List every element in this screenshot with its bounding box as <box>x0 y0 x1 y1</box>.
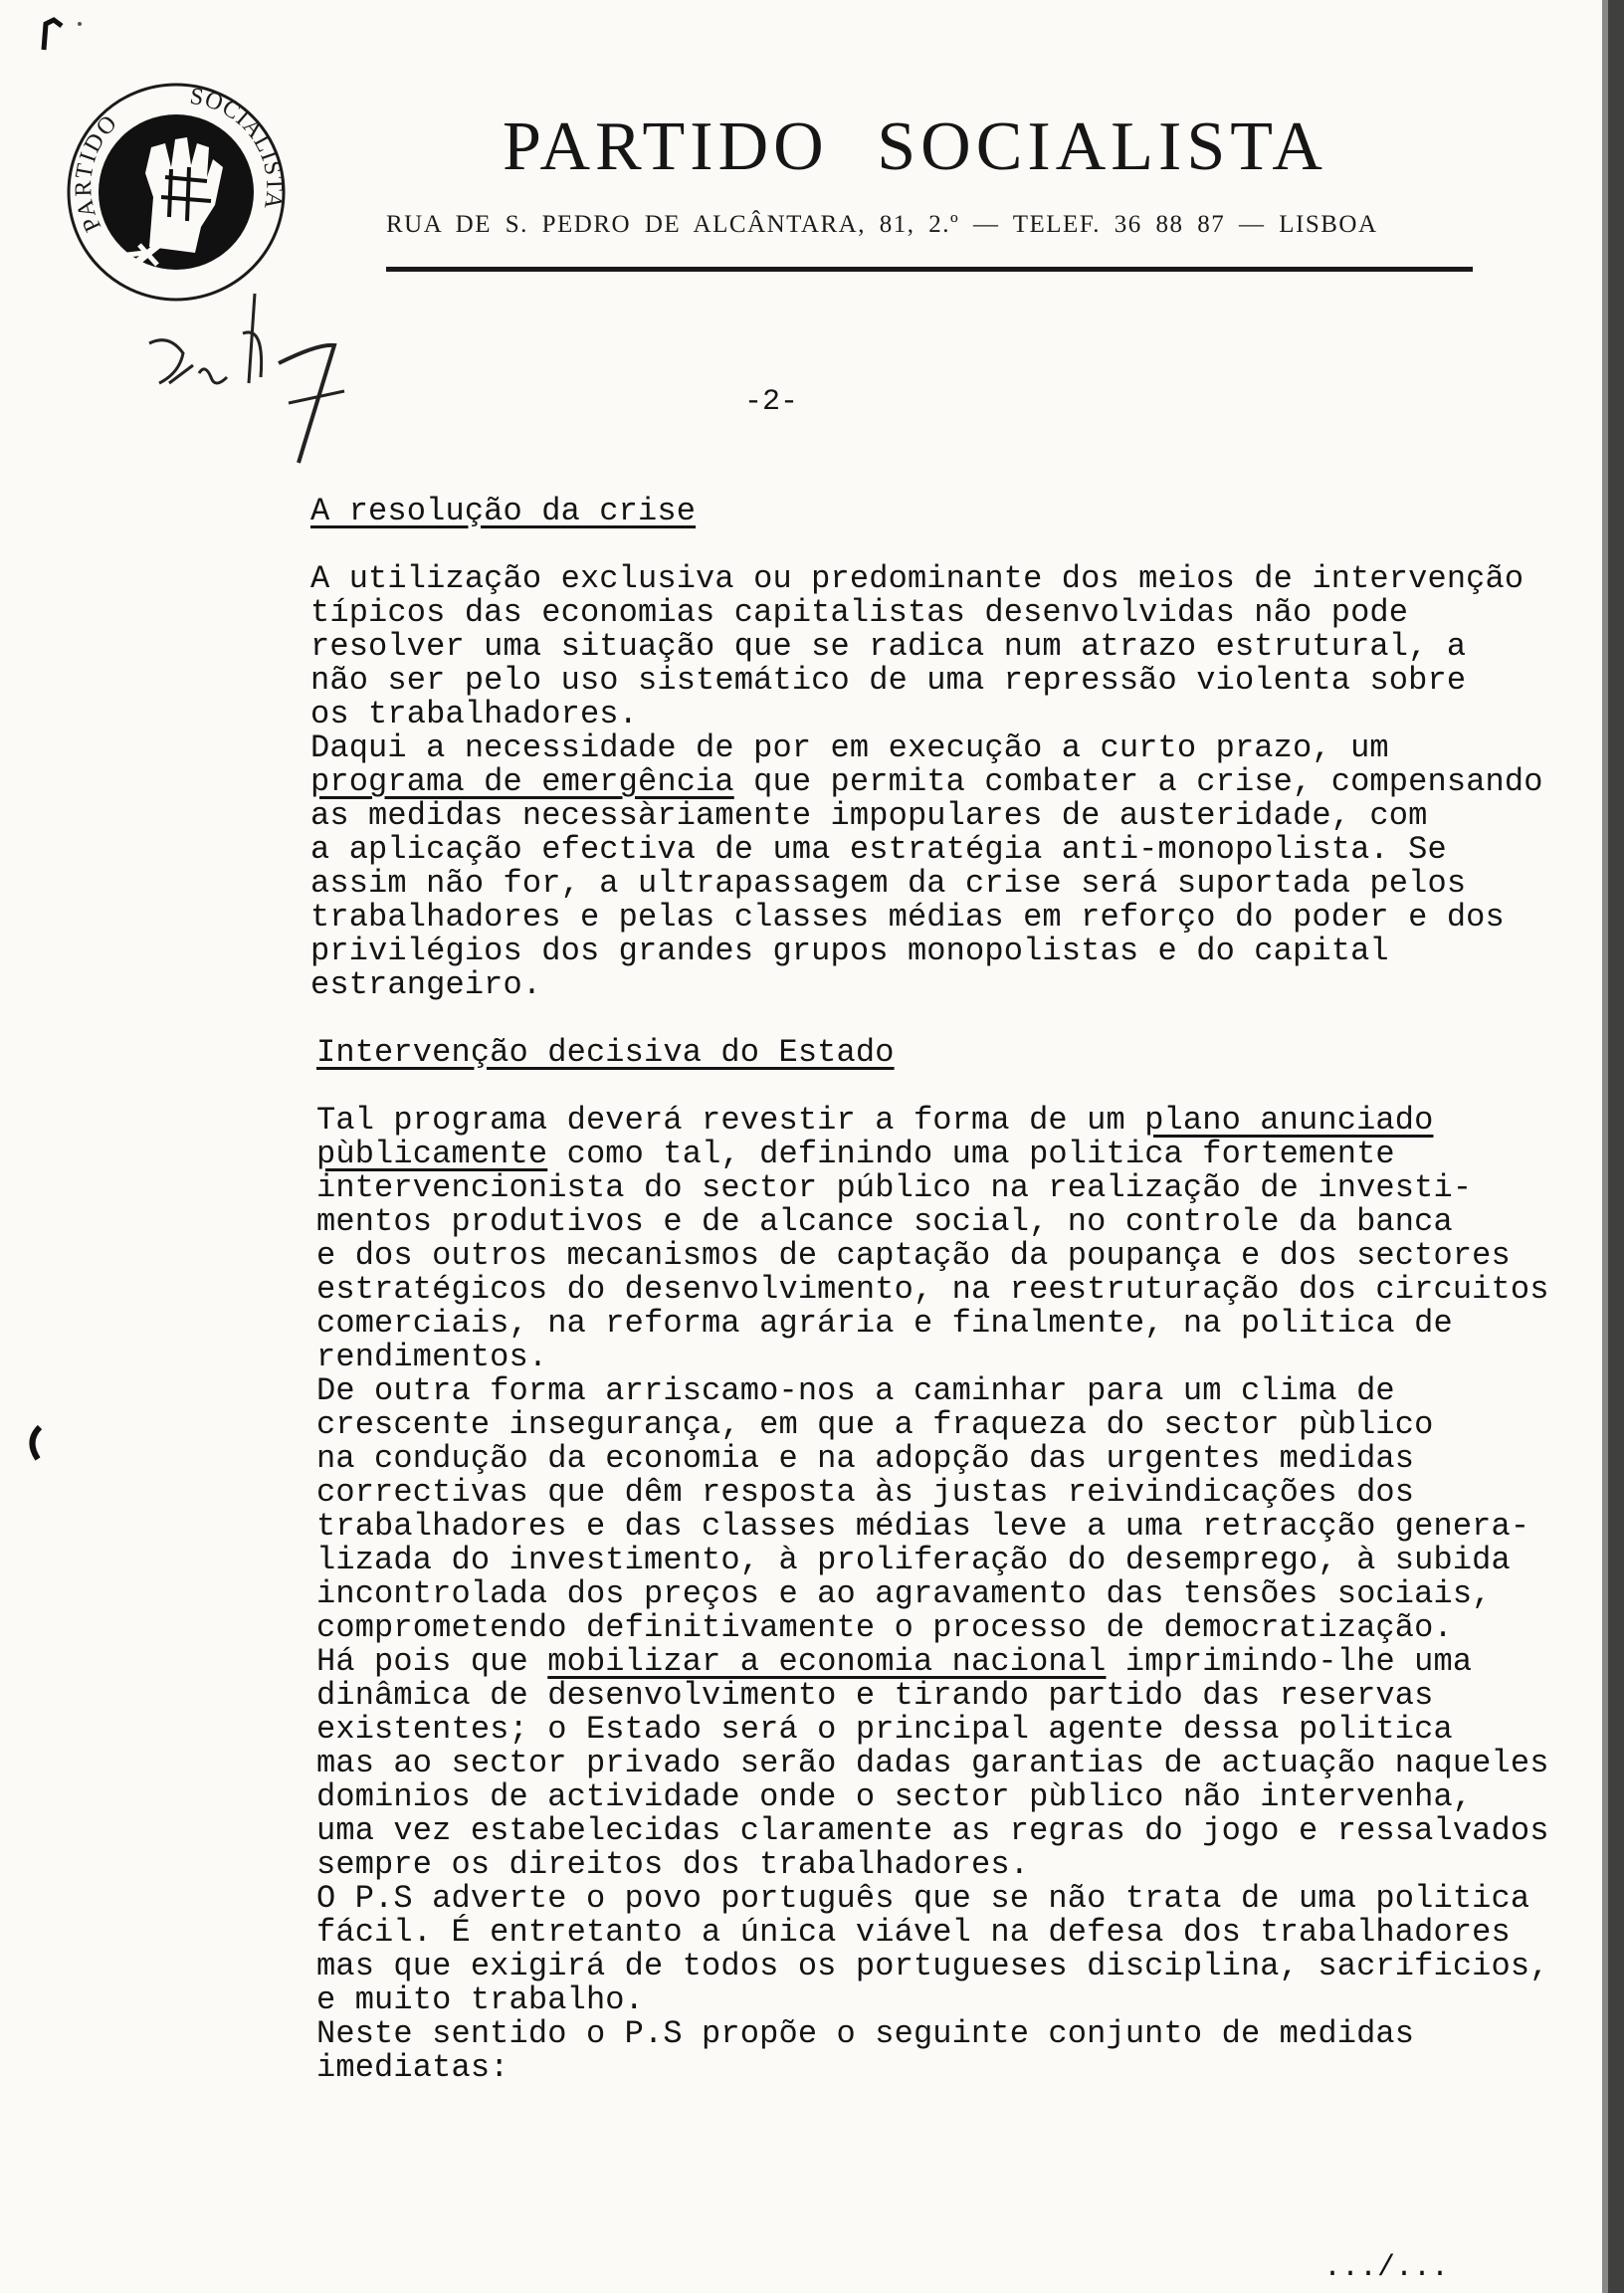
text-line: privilégios dos grandes grupos monopolistas e do capital <box>310 933 1389 969</box>
continuation-mark: .../... <box>1323 2251 1450 2285</box>
text-line: Tal programa deverá revestir a forma de um plano anunciado <box>316 1102 1434 1139</box>
page-number: -2- <box>744 385 799 419</box>
text-line: programa de emergência que permita combater a crise, compensando <box>310 763 1543 800</box>
text-line: Daqui a necessidade de por em execução a curto prazo, um <box>310 730 1389 766</box>
text-line: as medidas necessàriamente impopulares de austeridade, com <box>310 797 1428 834</box>
text-line: comerciais, na reforma agrária e finalmente, na politica de <box>316 1305 1453 1342</box>
header-rule <box>386 267 1473 272</box>
text-line: correctivas que dêm resposta às justas reivindicações dos <box>316 1474 1415 1511</box>
text-line: pùblicamente como tal, definindo uma politica fortemente <box>316 1136 1395 1172</box>
scan-corner-mark <box>40 14 109 54</box>
organization-address: RUA DE S. PEDRO DE ALCÂNTARA, 81, 2.º — TELEF. 36 88 87 — LISBOA <box>386 211 1378 238</box>
text-line: A utilização exclusiva ou predominante dos meios de intervenção <box>310 560 1524 597</box>
text-line: Há pois que mobilizar a economia nacional imprimindo-lhe uma <box>316 1643 1473 1680</box>
text-line: estrangeiro. <box>310 966 542 1003</box>
text-line: dinâmica de desenvolvimento e tirando partido das reservas <box>316 1677 1434 1714</box>
text-line: a aplicação efectiva de uma estratégia anti-monopolista. Se <box>310 831 1447 868</box>
text-line: comprometendo definitivamente o processo de democratização. <box>316 1609 1453 1646</box>
text-line: e dos outros mecanismos de captação da poupança e dos sectores <box>316 1237 1511 1274</box>
document-body <box>310 495 1594 2085</box>
text-line: e muito trabalho. <box>316 1981 645 2018</box>
text-line: rendimentos. <box>316 1339 548 1375</box>
section-text <box>310 562 1594 1002</box>
text-line: fácil. É entretanto a única viável na defesa dos trabalhadores <box>316 1914 1511 1951</box>
text-line: intervencionista do sector público na realização de investi- <box>316 1169 1473 1206</box>
text-line: existentes; o Estado será o principal agente dessa politica <box>316 1711 1453 1748</box>
text-line: típicos das economias capitalistas desenvolvidas não pode <box>310 594 1409 631</box>
text-line: trabalhadores e pelas classes médias em reforço do poder e dos <box>310 899 1505 936</box>
text-line: O P.S adverte o povo português que se não trata de uma politica <box>316 1880 1530 1917</box>
handwritten-signature <box>139 274 368 473</box>
text-line: sempre os direitos dos trabalhadores. <box>316 1846 1030 1883</box>
text-line: lizada do investimento, à proliferação do desemprego, à subida <box>316 1542 1511 1578</box>
text-line: os trabalhadores. <box>310 696 639 732</box>
text-line: trabalhadores e das classes médias leve a uma retracção genera- <box>316 1508 1530 1545</box>
text-line: De outra forma arriscamo-nos a caminhar para um clima de <box>316 1372 1395 1409</box>
section-heading: A resolução da crise <box>310 493 697 529</box>
text-line: crescente insegurança, em que a fraqueza do sector pùblico <box>316 1406 1434 1443</box>
text-line: mas que exigirá de todos os portugueses disciplina, sacrificios, <box>316 1948 1549 1984</box>
text-line: Neste sentido o P.S propõe o seguinte conjunto de medidas <box>316 2015 1415 2052</box>
text-line: estratégicos do desenvolvimento, na reestruturação dos circuitos <box>316 1271 1549 1308</box>
text-line: assim não for, a ultrapassagem da crise será suportada pelos <box>310 865 1467 902</box>
organization-name: PARTIDO SOCIALISTA <box>503 108 1327 185</box>
text-line: uma vez estabelecidas claramente as regras do jogo e ressalvados <box>316 1812 1549 1849</box>
section-text <box>316 1104 1594 2085</box>
scan-margin-mark <box>24 1423 44 1463</box>
text-line: mentos produtivos e de alcance social, no controle da banca <box>316 1203 1453 1240</box>
party-logo-icon <box>62 78 291 307</box>
logo-text-right: SOCIALISTA <box>188 83 288 212</box>
text-line: imediatas: <box>316 2049 509 2086</box>
section-heading: Intervenção decisiva do Estado <box>316 1034 895 1071</box>
text-line: na condução da economia e na adopção das urgentes medidas <box>316 1440 1415 1477</box>
text-line: mas ao sector privado serão dadas garantias de actuação naqueles <box>316 1745 1549 1781</box>
scan-edge-shadow <box>1594 0 1624 2293</box>
text-line: resolver uma situação que se radica num atrazo estrutural, a <box>310 628 1467 665</box>
text-line: dominios de actividade onde o sector pùblico não intervenha, <box>316 1778 1473 1815</box>
logo-text-left: PARTIDO <box>71 108 124 236</box>
text-line: não ser pelo uso sistemático de uma repressão violenta sobre <box>310 662 1467 699</box>
text-line: incontrolada dos preços e ao agravamento das tensões sociais, <box>316 1575 1492 1612</box>
